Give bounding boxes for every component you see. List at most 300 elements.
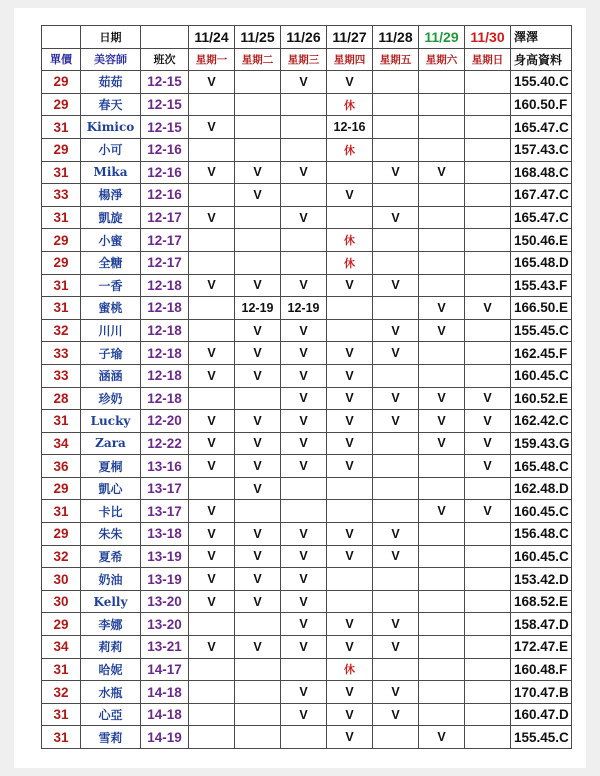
day-cell: V [465,297,511,320]
shift-cell: 12-22 [141,432,189,455]
column-header-row [42,48,572,71]
shift-cell: 12-17 [141,251,189,274]
day-off-cell: 休 [327,658,373,681]
day-cell [281,500,327,523]
day-cell [235,613,281,636]
table-row [42,636,572,659]
day-cell [419,568,465,591]
day-cell: V [281,410,327,433]
day-cell: V [373,387,419,410]
day-cell: V [281,613,327,636]
date-cell: 11/28 [373,26,419,49]
day-cell [465,93,511,116]
profile-info-cell: 160.45.C [511,545,572,568]
day-cell [465,206,511,229]
day-cell [327,477,373,500]
day-cell: V [235,455,281,478]
day-cell: 12-19 [281,297,327,320]
day-cell [189,703,235,726]
day-cell [281,477,327,500]
day-cell: V [327,726,373,749]
day-cell: V [281,319,327,342]
date-cell: 11/26 [281,26,327,49]
profile-info-cell: 172.47.E [511,636,572,659]
price-cell: 31 [42,500,81,523]
day-cell: V [235,161,281,184]
stylist-name-cell: 李娜 [81,613,141,636]
price-cell: 33 [42,364,81,387]
day-off-cell: 休 [327,138,373,161]
shift-cell: 12-18 [141,364,189,387]
stylist-name-cell: Mika [81,161,141,184]
stylist-name-cell: 夏希 [81,545,141,568]
day-cell: V [327,681,373,704]
table-row [42,387,572,410]
shift-cell: 12-18 [141,342,189,365]
day-cell: V [189,410,235,433]
day-cell [419,455,465,478]
shift-cell: 12-18 [141,387,189,410]
day-cell [373,455,419,478]
day-cell: V [327,342,373,365]
day-cell: V [419,432,465,455]
stylist-name-cell: 莉莉 [81,636,141,659]
day-cell: V [281,364,327,387]
day-cell [189,613,235,636]
day-cell: V [373,206,419,229]
table-row [42,206,572,229]
shift-cell: 13-16 [141,455,189,478]
day-cell: V [373,545,419,568]
day-cell: V [419,726,465,749]
table-row [42,523,572,546]
day-cell: V [373,613,419,636]
day-cell [189,726,235,749]
stylist-name-cell: 哈妮 [81,658,141,681]
day-cell: 12-19 [235,297,281,320]
stylist-name-cell: Kelly [81,590,141,613]
day-cell [373,184,419,207]
stylist-name-cell: 涵涵 [81,364,141,387]
profile-info-cell: 160.48.F [511,658,572,681]
profile-info-cell: 158.47.D [511,613,572,636]
stylist-name-cell: 凱旋 [81,206,141,229]
table-row [42,184,572,207]
shift-cell: 13-17 [141,500,189,523]
day-cell: V [327,545,373,568]
stylist-name-cell: 雪莉 [81,726,141,749]
profile-info-cell: 162.48.D [511,477,572,500]
day-cell [189,251,235,274]
table-row [42,432,572,455]
day-cell: V [373,523,419,546]
day-cell [465,477,511,500]
day-cell [281,229,327,252]
day-cell [189,297,235,320]
price-cell: 32 [42,319,81,342]
day-cell [235,93,281,116]
day-cell: V [465,500,511,523]
day-cell [281,93,327,116]
day-cell [465,613,511,636]
profile-info-cell: 150.46.E [511,229,572,252]
price-cell: 31 [42,726,81,749]
table-row [42,138,572,161]
day-cell: V [327,184,373,207]
price-cell: 29 [42,613,81,636]
stylist-name-cell: 奶油 [81,568,141,591]
price-cell: 29 [42,229,81,252]
day-cell [465,658,511,681]
day-cell: V [465,455,511,478]
day-cell [327,319,373,342]
day-cell: V [327,613,373,636]
day-cell: V [189,342,235,365]
schedule-table [41,25,572,749]
profile-info-cell: 155.45.C [511,319,572,342]
price-cell: 31 [42,703,81,726]
table-row [42,116,572,139]
profile-info-cell: 160.47.D [511,703,572,726]
day-cell [189,658,235,681]
weekday-cell: 星期一 [189,48,235,71]
day-cell [465,184,511,207]
day-cell: V [373,703,419,726]
day-cell [281,116,327,139]
day-cell: V [327,636,373,659]
day-cell [373,432,419,455]
day-cell [189,184,235,207]
shift-cell: 12-16 [141,138,189,161]
day-cell: V [281,455,327,478]
profile-info-cell: 165.47.C [511,206,572,229]
price-cell: 29 [42,93,81,116]
shift-cell: 12-18 [141,297,189,320]
day-cell: V [189,455,235,478]
day-cell [419,477,465,500]
day-cell [465,523,511,546]
day-cell: V [419,297,465,320]
day-cell [465,681,511,704]
day-cell: V [189,116,235,139]
day-cell [189,681,235,704]
day-cell [419,342,465,365]
price-cell: 29 [42,71,81,94]
day-cell [235,387,281,410]
shift-cell: 14-18 [141,703,189,726]
day-cell: V [189,161,235,184]
day-cell: V [373,274,419,297]
day-cell [419,681,465,704]
stylist-name-cell: Zara [81,432,141,455]
day-cell [281,184,327,207]
price-cell: 30 [42,590,81,613]
stylist-name-cell: 蜜桃 [81,297,141,320]
shift-cell: 12-15 [141,116,189,139]
price-cell: 31 [42,658,81,681]
day-cell [189,138,235,161]
day-cell: V [281,523,327,546]
table-row [42,500,572,523]
day-cell: V [189,432,235,455]
day-cell: V [235,342,281,365]
day-cell: V [327,455,373,478]
day-cell: V [465,410,511,433]
price-cell: 29 [42,138,81,161]
table-row [42,251,572,274]
table-row [42,319,572,342]
table-row [42,161,572,184]
table-row [42,590,572,613]
day-cell [465,319,511,342]
day-cell: V [327,274,373,297]
table-row [42,477,572,500]
stylist-name-cell: Lucky [81,410,141,433]
day-cell: V [189,568,235,591]
table-row [42,658,572,681]
shift-cell: 13-19 [141,545,189,568]
day-cell [373,229,419,252]
shift-cell: 13-18 [141,523,189,546]
price-cell: 31 [42,161,81,184]
day-cell [419,613,465,636]
price-cell: 31 [42,410,81,433]
day-cell [465,568,511,591]
shift-cell: 12-15 [141,93,189,116]
day-cell [419,251,465,274]
shift-cell: 13-17 [141,477,189,500]
day-cell: V [419,319,465,342]
price-cell: 34 [42,432,81,455]
day-cell: V [373,319,419,342]
shift-cell: 13-21 [141,636,189,659]
day-cell [419,545,465,568]
day-cell: V [373,636,419,659]
day-cell: V [327,364,373,387]
day-cell: V [281,636,327,659]
shift-cell: 13-20 [141,590,189,613]
table-row [42,410,572,433]
day-cell [419,138,465,161]
day-cell: V [281,161,327,184]
day-cell: V [327,387,373,410]
day-cell [327,590,373,613]
stylist-name-cell: 楊淨 [81,184,141,207]
shift-cell: 13-19 [141,568,189,591]
price-cell: 32 [42,681,81,704]
day-cell: V [281,206,327,229]
profile-info-cell: 165.48.C [511,455,572,478]
weekday-cell: 星期二 [235,48,281,71]
header-note: 澤澤 [511,26,572,49]
day-cell [419,590,465,613]
day-cell [235,681,281,704]
day-cell: V [189,523,235,546]
day-cell [235,116,281,139]
table-row [42,93,572,116]
day-cell [327,500,373,523]
table-row [42,613,572,636]
day-cell: V [235,184,281,207]
shift-cell: 14-18 [141,681,189,704]
shift-header: 班次 [141,48,189,71]
day-cell [465,274,511,297]
shift-cell: 12-17 [141,229,189,252]
day-cell: V [189,590,235,613]
day-cell: V [235,432,281,455]
weekday-cell: 星期四 [327,48,373,71]
date-label: 日期 [81,26,141,49]
weekday-cell: 星期六 [419,48,465,71]
day-cell: V [465,432,511,455]
day-cell: V [419,161,465,184]
table-row [42,71,572,94]
stylist-name-cell: 小蜜 [81,229,141,252]
day-cell: V [281,703,327,726]
day-cell: V [235,590,281,613]
profile-info-cell: 165.47.C [511,116,572,139]
day-cell [373,364,419,387]
day-cell [419,116,465,139]
day-cell [419,364,465,387]
profile-info-cell: 157.43.C [511,138,572,161]
price-cell: 32 [42,545,81,568]
day-cell [465,364,511,387]
table-row [42,545,572,568]
day-cell [327,297,373,320]
price-cell: 33 [42,184,81,207]
profile-info-cell: 155.40.C [511,71,572,94]
day-cell [419,229,465,252]
day-cell: V [281,545,327,568]
stylist-name-cell: 夏桐 [81,455,141,478]
profile-info-cell: 159.43.G [511,432,572,455]
day-cell [373,297,419,320]
price-cell: 30 [42,568,81,591]
day-cell: V [373,681,419,704]
day-cell: V [327,410,373,433]
stylist-name-cell: Kimico [81,116,141,139]
day-cell: V [235,364,281,387]
day-cell [327,206,373,229]
price-cell: 31 [42,116,81,139]
day-cell: V [373,161,419,184]
price-cell: 28 [42,387,81,410]
day-cell: V [327,432,373,455]
weekday-cell: 星期日 [465,48,511,71]
day-cell: V [235,568,281,591]
info-header: 身高資料 [511,48,572,71]
day-cell [373,658,419,681]
stylist-name-cell: 川川 [81,319,141,342]
shift-cell: 12-20 [141,410,189,433]
day-cell [419,93,465,116]
day-cell: V [189,274,235,297]
day-cell [465,636,511,659]
day-cell [327,568,373,591]
day-cell [235,726,281,749]
shift-cell: 13-20 [141,613,189,636]
profile-info-cell: 167.47.C [511,184,572,207]
day-cell: V [235,545,281,568]
day-cell: V [419,500,465,523]
day-cell: V [281,568,327,591]
day-cell [419,206,465,229]
stylist-name-cell: 春天 [81,93,141,116]
price-cell: 31 [42,297,81,320]
price-cell: 29 [42,477,81,500]
shift-cell: 12-18 [141,319,189,342]
day-cell: V [465,387,511,410]
day-cell [373,251,419,274]
profile-info-cell: 166.50.E [511,297,572,320]
day-cell [235,71,281,94]
table-row [42,455,572,478]
schedule-page [14,8,586,768]
day-cell: V [281,590,327,613]
day-cell [419,658,465,681]
day-cell [465,229,511,252]
profile-info-cell: 160.45.C [511,500,572,523]
table-row [42,229,572,252]
day-cell [373,116,419,139]
stylist-name-cell: 水瓶 [81,681,141,704]
day-cell [373,568,419,591]
day-cell: V [419,410,465,433]
day-cell [465,703,511,726]
day-cell [281,726,327,749]
day-cell [373,726,419,749]
day-cell: 12-16 [327,116,373,139]
price-cell: 29 [42,523,81,546]
day-cell: V [281,387,327,410]
shift-cell: 12-16 [141,161,189,184]
day-cell [465,726,511,749]
profile-info-cell: 162.45.F [511,342,572,365]
day-cell: V [235,523,281,546]
profile-info-cell: 165.48.D [511,251,572,274]
day-cell [419,274,465,297]
day-cell [373,93,419,116]
day-cell [235,500,281,523]
price-cell: 34 [42,636,81,659]
day-cell: V [235,636,281,659]
day-cell [281,138,327,161]
day-cell [281,251,327,274]
day-cell: V [281,71,327,94]
day-cell [189,387,235,410]
weekday-cell: 星期五 [373,48,419,71]
stylist-name-cell: 子瑜 [81,342,141,365]
profile-info-cell: 168.48.C [511,161,572,184]
table-row [42,342,572,365]
profile-info-cell: 168.52.E [511,590,572,613]
day-cell: V [235,410,281,433]
stylist-name-cell: 卡比 [81,500,141,523]
day-cell [189,229,235,252]
stylist-name-cell: 茹茹 [81,71,141,94]
day-cell [465,342,511,365]
table-row [42,681,572,704]
day-cell: V [189,636,235,659]
day-cell [189,319,235,342]
day-cell [189,93,235,116]
day-cell [281,658,327,681]
stylist-name-cell: 全糖 [81,251,141,274]
day-cell [465,251,511,274]
table-row [42,703,572,726]
day-cell [419,523,465,546]
